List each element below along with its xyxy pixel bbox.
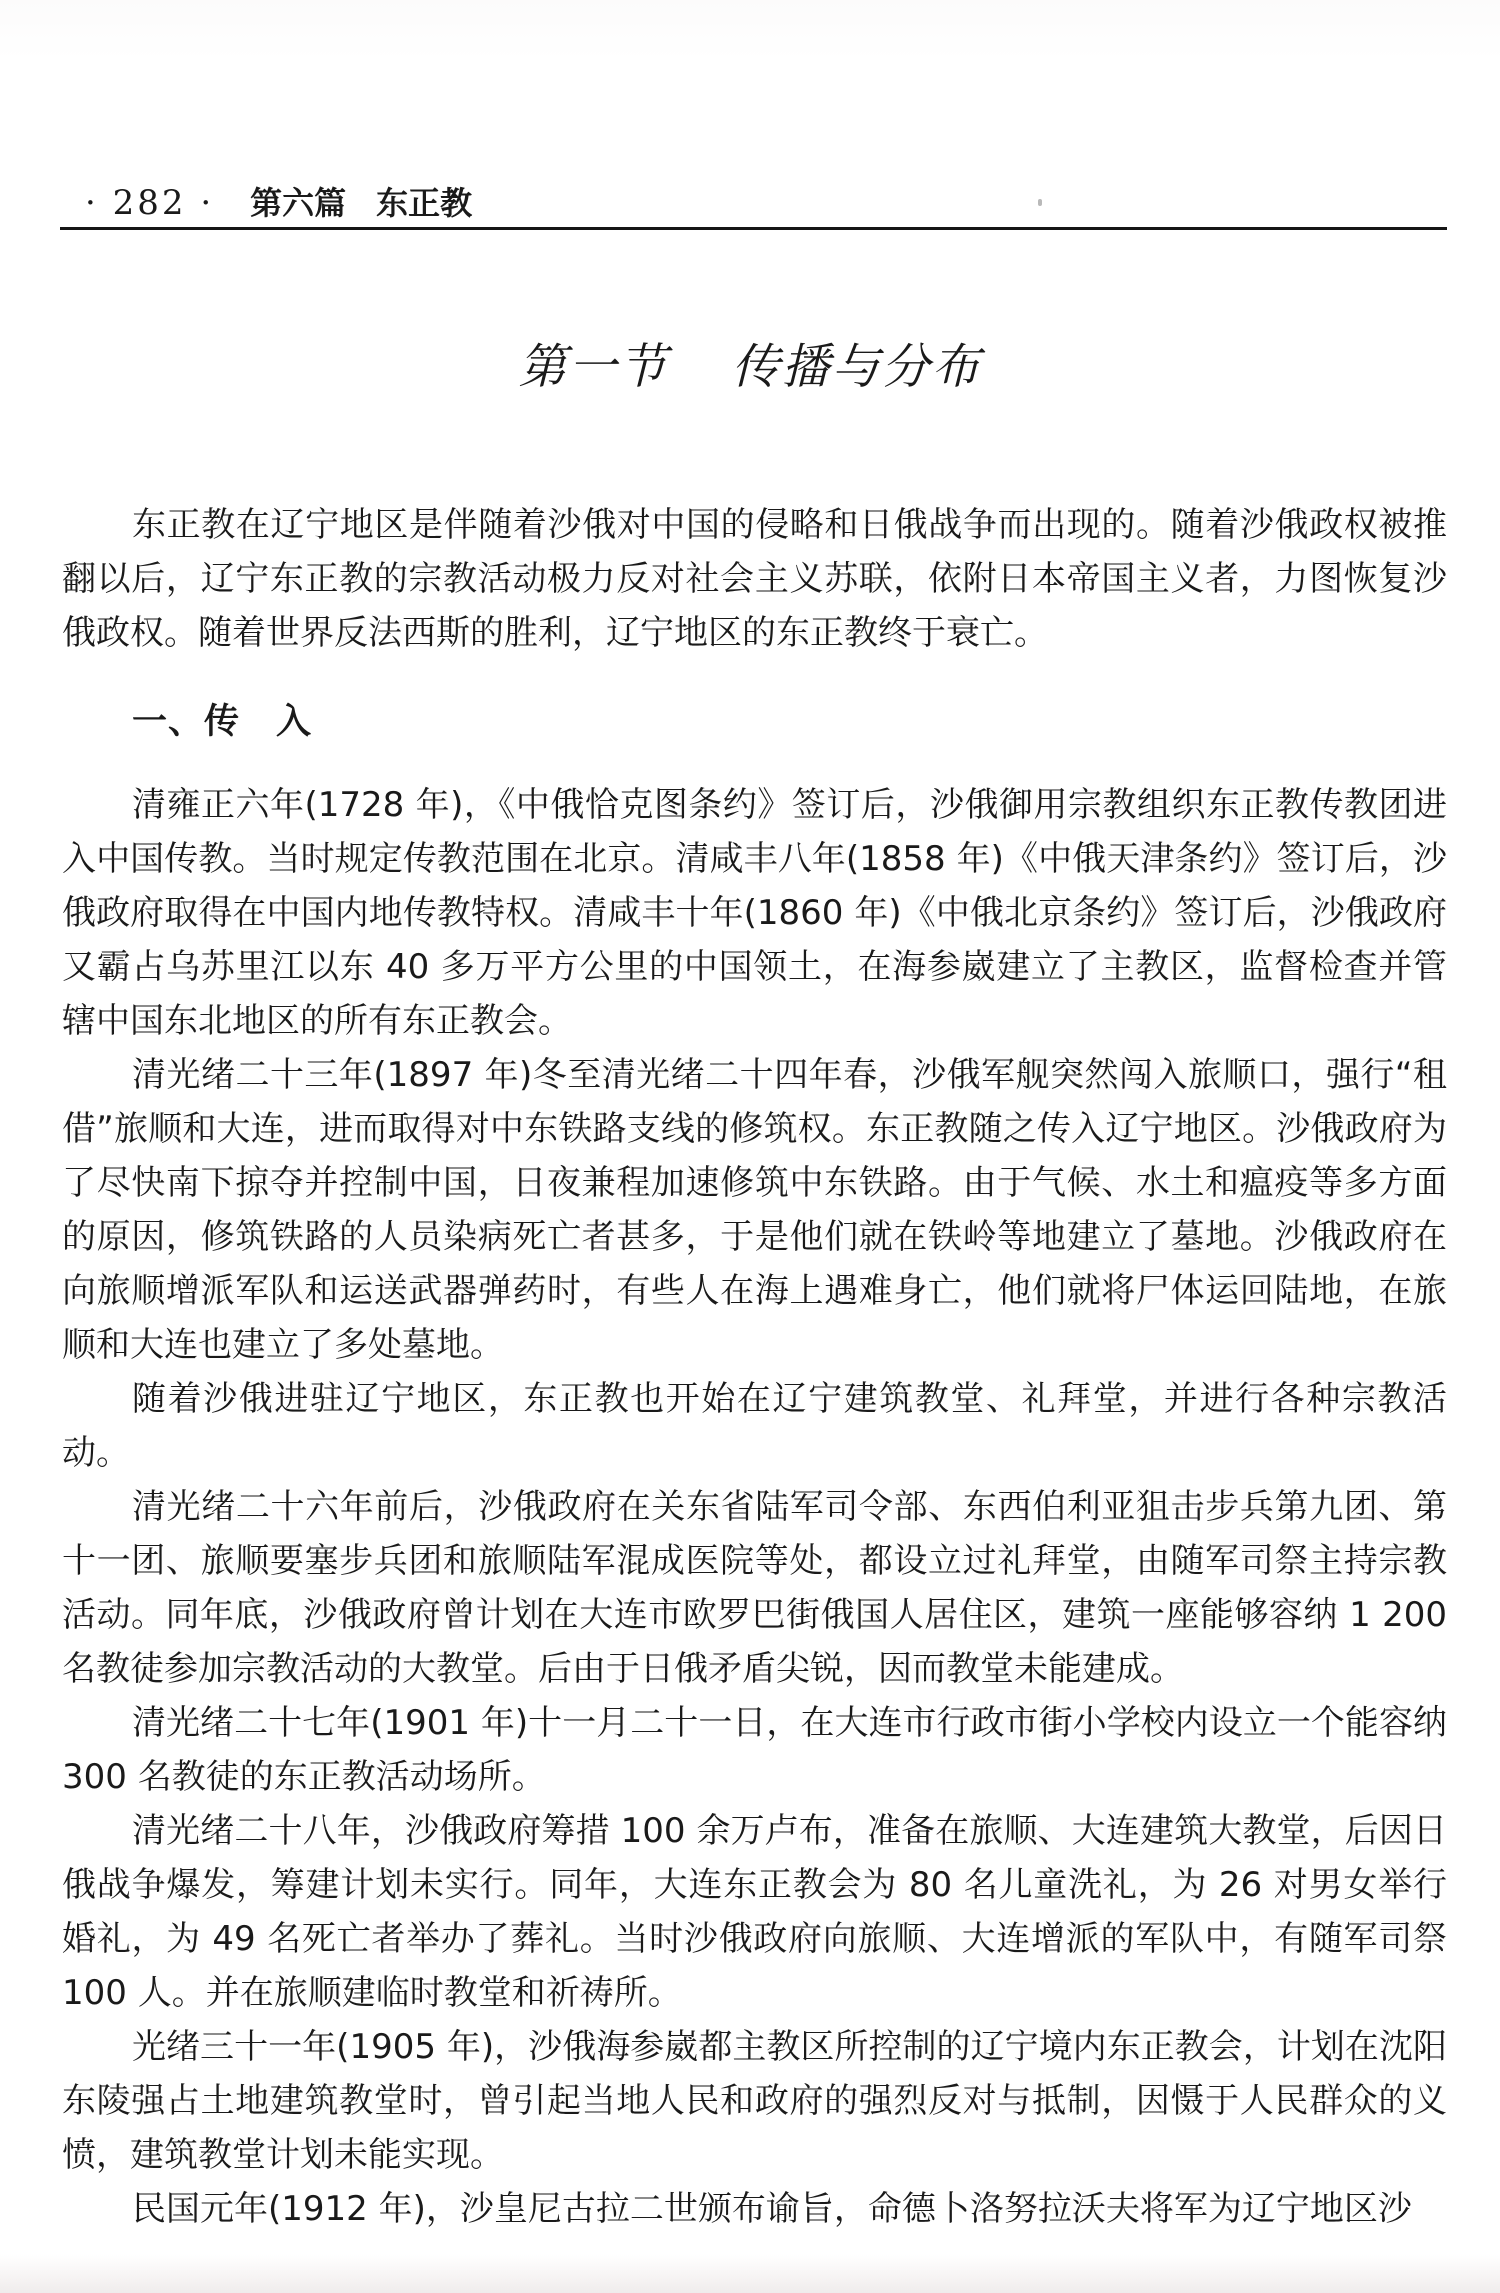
body-paragraph: 清光绪二十六年前后，沙俄政府在关东省陆军司令部、东西伯利亚狙击步兵第九团、第十一团、旅顺要塞步兵团和旅顺陆军混成医院等处，都设立过礼拜堂，由随军司祭主持宗教活动。同年底，沙俄政府曾计划在大连市欧罗巴街俄国人居住区，建筑一座能够容纳 1 200 名教徒参加宗教活动的大教堂。后由于日俄矛盾尖锐，因而教堂未能建成。 xyxy=(62,1487,1447,1689)
section-title xyxy=(0,336,1500,398)
running-header xyxy=(85,178,472,224)
body-paragraph: 清雍正六年(1728 年)，《中俄恰克图条约》签订后，沙俄御用宗教组织东正教传教团进入中国传教。当时规定传教范围在北京。清咸丰八年(1858 年)《中俄天津条约》签订后，沙俄政府取得在中国内地传教特权。清咸丰十年(1860 年)《中俄北京条约》签订后，沙俄政府又霸占乌苏里江以东 40 多万平方公里的中国领土，在海参崴建立了主教区，监督检查并管辖中国东北地区的所有东正教会。 xyxy=(62,785,1447,1041)
page-number: · 282 · xyxy=(85,183,215,223)
body-paragraph: 清光绪二十三年(1897 年)冬至清光绪二十四年春，沙俄军舰突然闯入旅顺口，强行“租借”旅顺和大连，进而取得对中东铁路支线的修筑权。东正教随之传入辽宁地区。沙俄政府为了尽快南下掠夺并控制中国，日夜兼程加速修筑中东铁路。由于气候、水土和瘟疫等多方面的原因，修筑铁路的人员染病死亡者甚多，于是他们就在铁岭等地建立了墓地。沙俄政府在向旅顺增派军队和运送武器弹药时，有些人在海上遇难身亡，他们就将尸体运回陆地，在旅顺和大连也建立了多处墓地。 xyxy=(62,1055,1447,1365)
series-label: 第六篇 xyxy=(250,184,347,222)
body-paragraph: 民国元年(1912 年)，沙皇尼古拉二世颁布谕旨，命德卜洛努拉沃夫将军为辽宁地区沙 xyxy=(132,2189,1412,2229)
section-title-name: 传播与分布 xyxy=(731,339,982,395)
header-rule xyxy=(60,227,1447,230)
body-paragraph: 光绪三十一年(1905 年)，沙俄海参崴都主教区所控制的辽宁境内东正教会，计划在沈阳东陵强占土地建筑教堂时，曾引起当地人民和政府的强烈反对与抵制，因慑于人民群众的义愤，建筑教堂计划未能实现。 xyxy=(62,2027,1447,2175)
scan-speck xyxy=(1038,199,1042,206)
body-paragraph: 清光绪二十八年，沙俄政府筹措 100 余万卢布，准备在旅顺、大连建筑大教堂，后因日俄战争爆发，筹建计划未实行。同年，大连东正教会为 80 名儿童洗礼，为 26 对男女举行婚礼，为 49 名死亡者举办了葬礼。当时沙俄政府向旅顺、大连增派的军队中，有随军司祭 100 人。并在旅顺建临时教堂和祈祷所。 xyxy=(62,1811,1447,2013)
body-paragraph: 清光绪二十七年(1901 年)十一月二十一日，在大连市行政市街小学校内设立一个能容纳 300 名教徒的东正教活动场所。 xyxy=(62,1703,1447,1797)
body-paragraph: 随着沙俄进驻辽宁地区，东正教也开始在辽宁建筑教堂、礼拜堂，并进行各种宗教活动。 xyxy=(62,1379,1447,1473)
subsection-heading: 一、传 入 xyxy=(132,702,313,742)
intro-paragraph: 东正教在辽宁地区是伴随着沙俄对中国的侵略和日俄战争而出现的。随着沙俄政权被推翻以后，辽宁东正教的宗教活动极力反对社会主义苏联，依附日本帝国主义者，力图恢复沙俄政权。随着世界反法西斯的胜利，辽宁地区的东正教终于衰亡。 xyxy=(62,505,1447,653)
section-title-label: 第一节 xyxy=(518,339,669,395)
body-text xyxy=(62,498,1447,2236)
series-subject: 东正教 xyxy=(376,184,473,222)
